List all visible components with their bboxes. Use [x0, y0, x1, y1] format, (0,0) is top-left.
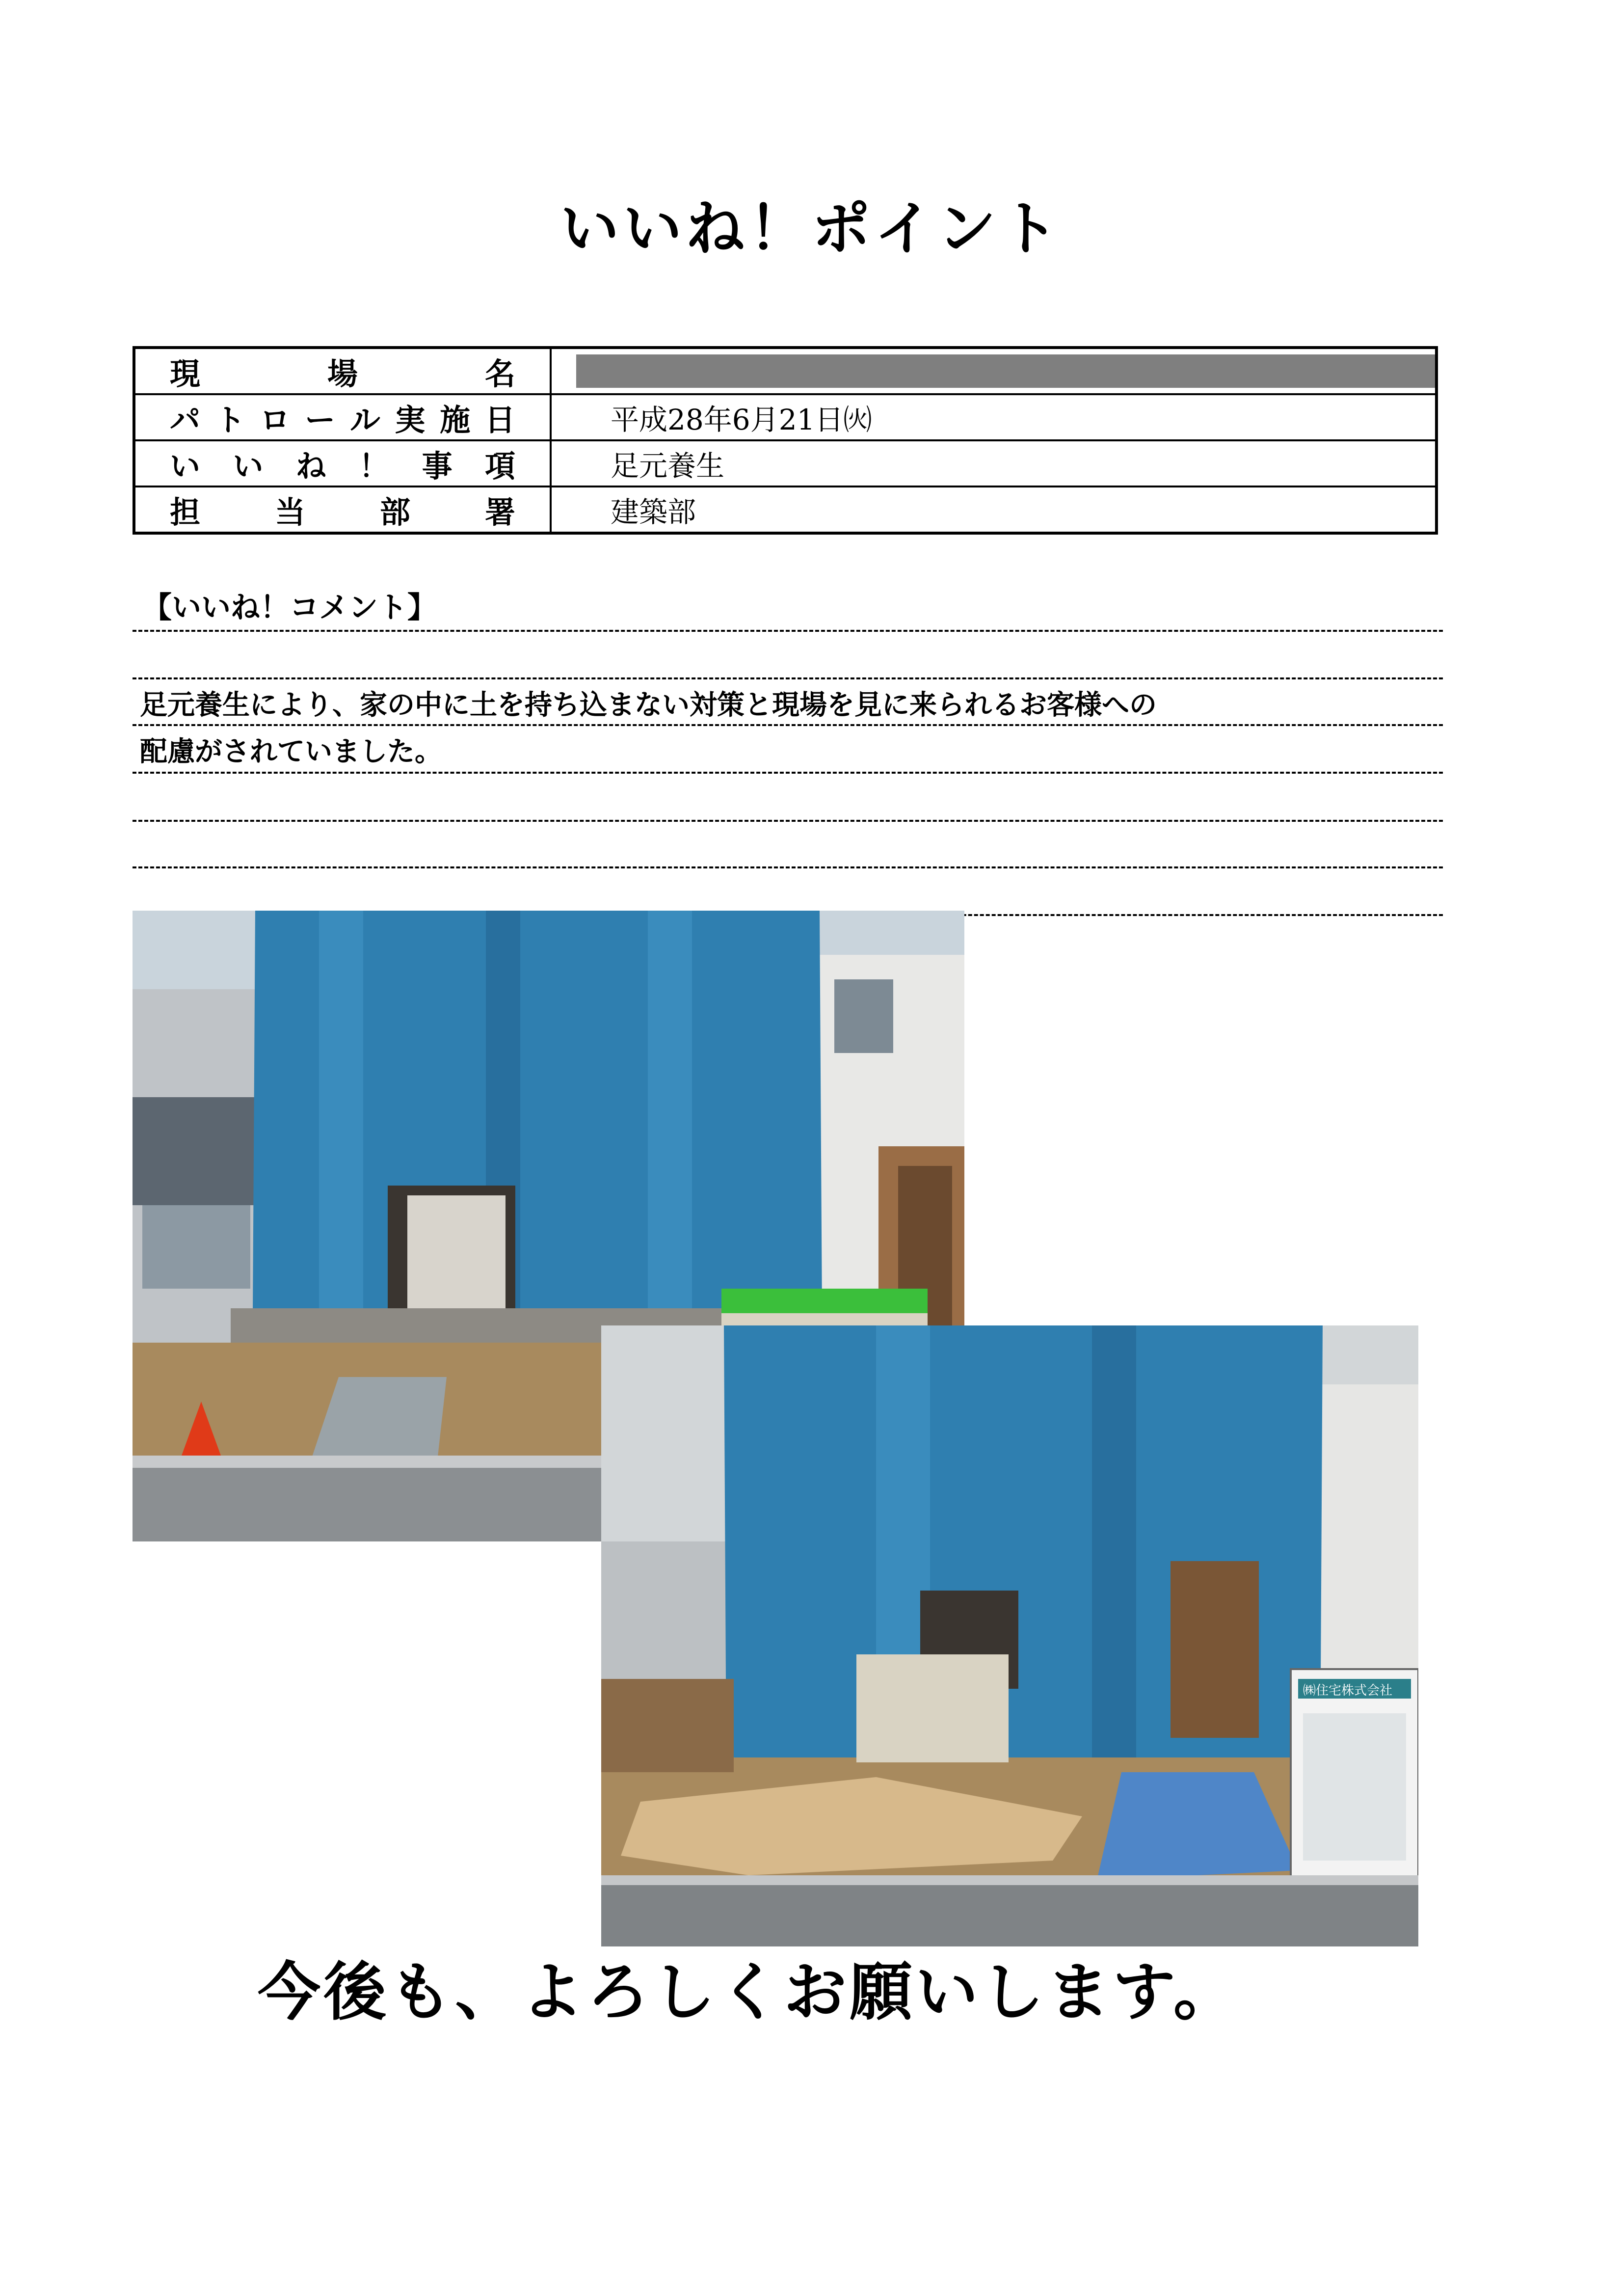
info-row-site-name [134, 348, 1437, 394]
closing-message: 今後も、よろしくお願いします。 [258, 1955, 1239, 2029]
site-photo-2 [601, 1325, 1418, 1946]
patrol-date-value: 平成28年6月21日㈫ [551, 394, 1437, 440]
info-row-good-item [134, 440, 1437, 486]
ruled-line [133, 866, 1443, 868]
ruled-line [133, 677, 1443, 679]
page-title: いいね！ポイント [560, 194, 1063, 263]
info-row-patrol-date [134, 394, 1437, 440]
info-row-department [134, 486, 1437, 533]
redacted-site-name [576, 354, 1435, 388]
ruled-line [133, 820, 1443, 822]
label-site-name: 現 場 名 [170, 355, 515, 392]
department-value: 建築部 [551, 486, 1437, 533]
comment-line-1: 足元養生により、家の中に土を持ち込まない対策と現場を見に来られるお客様への [140, 689, 1157, 721]
signboard-company: ㈱住宅株式会社 [1303, 1683, 1393, 1698]
label-department: 担 当 部 署 [170, 494, 515, 530]
comment-heading: 【いいね！コメント】 [142, 591, 437, 625]
site-info-table [133, 346, 1438, 535]
ruled-line [133, 630, 1443, 632]
good-item-value: 足元養生 [551, 440, 1437, 486]
ruled-line [133, 724, 1443, 726]
comment-line-2: 配慮がされていました。 [140, 735, 442, 768]
ruled-line [133, 772, 1443, 774]
label-patrol-date: パ ト ロ ー ル 実 施 日 [170, 402, 515, 438]
label-good-item: い い ね ！ 事 項 [170, 448, 515, 484]
